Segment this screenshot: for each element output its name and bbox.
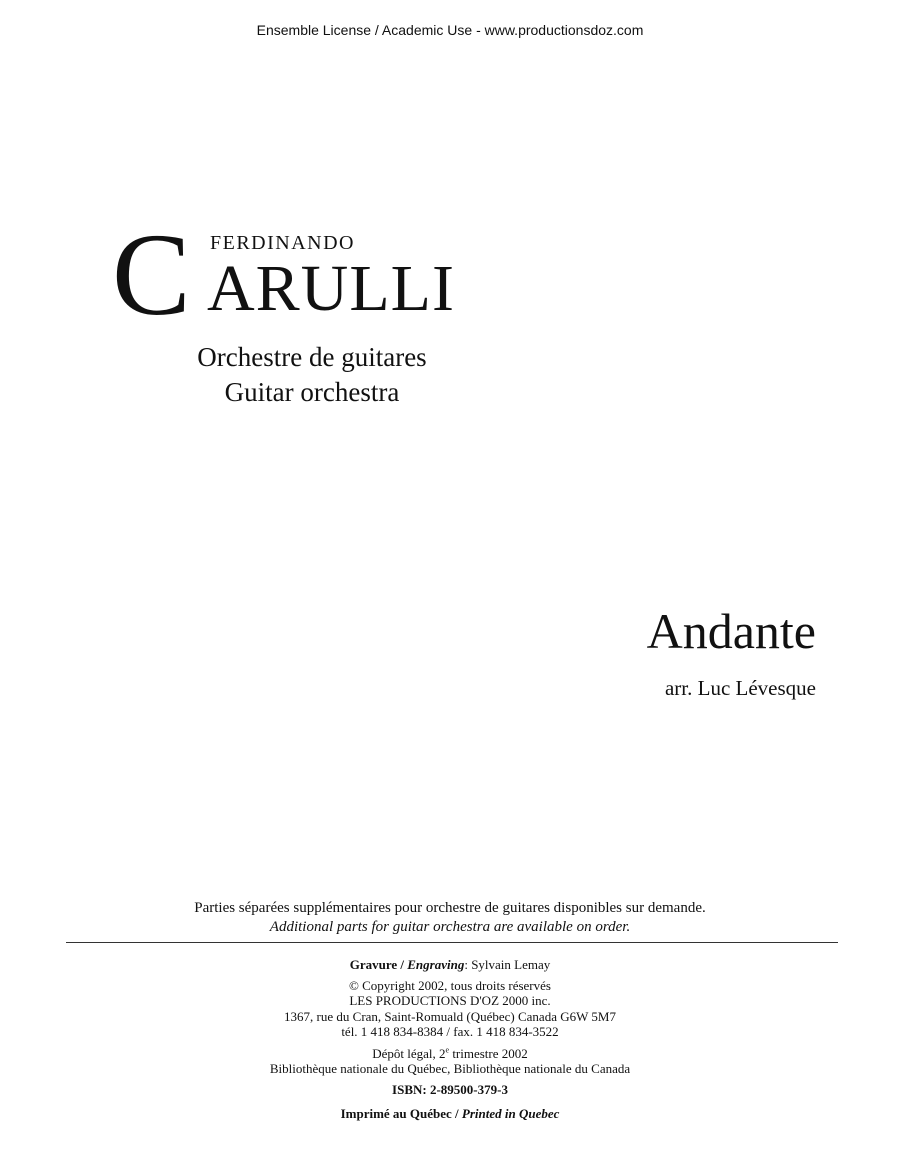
composer-name [112,209,532,340]
printed-french: Imprimé au Québec / [340,1106,459,1121]
depot-prefix: Dépôt légal, 2 [372,1046,446,1061]
publisher-phone: tél. 1 418 834-8384 / fax. 1 418 834-3522 [341,1024,559,1039]
license-notice: Ensemble License / Academic Use - www.productionsdoz.com [256,22,644,38]
gravure-label: Gravure / [349,957,404,972]
printed-in [0,1107,900,1120]
publisher-address: 1367, rue du Cran, Saint-Romuald (Québec) Canada G6W 5M7 [284,1009,616,1024]
isbn: ISBN: 2-89500-379-3 [392,1082,508,1097]
copyright-line: © Copyright 2002, tous droits réservés [349,978,551,993]
depot-suffix: trimestre 2002 [449,1046,528,1061]
composer-first-name: FERDINANDO [210,232,355,254]
engraving-label: Engraving [407,957,465,972]
subtitle-english: Guitar orchestra [224,377,400,407]
engraver-name: : Sylvain Lemay [464,957,551,972]
depot-superscript: e [445,1045,450,1055]
composer-last-name: ARULLI [207,252,455,325]
divider [66,942,838,943]
printed-english: Printed in Quebec [461,1106,560,1121]
arranger: arr. Luc Lévesque [664,676,816,700]
parts-note-french: Parties séparées supplémentaires pour orchestre de guitares disponibles sur demande. [194,900,706,916]
engraving-credit [0,958,900,971]
composer-initial: C [112,209,191,340]
subtitle-french: Orchestre de guitares [197,342,427,372]
library-line: Bibliothèque nationale du Québec, Bibliothèque nationale du Canada [269,1061,631,1076]
publisher-name: LES PRODUCTIONS D'OZ 2000 inc. [349,993,551,1008]
legal-deposit [0,1047,900,1060]
piece-title: Andante [646,603,816,659]
parts-note-english: Additional parts for guitar orchestra are available on order. [269,919,631,935]
